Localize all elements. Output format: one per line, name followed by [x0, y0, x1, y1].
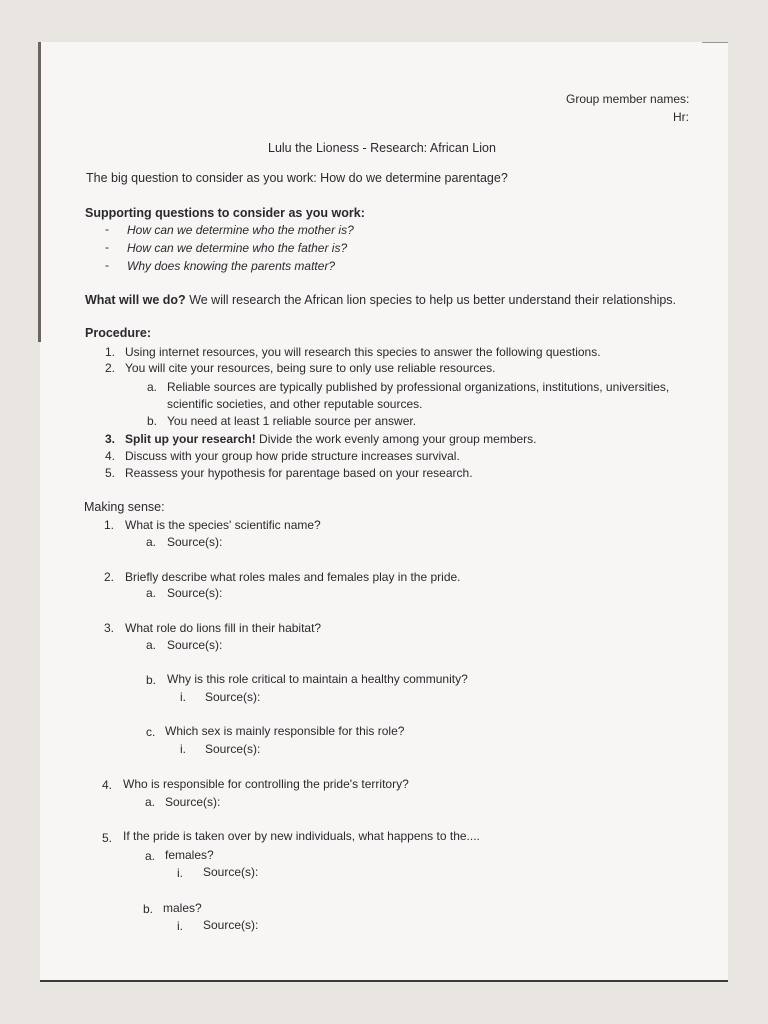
page-title: Lulu the Lioness - Research: African Lion	[268, 141, 496, 155]
question-number: 1.	[104, 518, 115, 532]
answer-letter: a.	[146, 586, 157, 600]
big-question	[86, 171, 508, 186]
bullet-dash: -	[105, 240, 109, 254]
procedure-substep-text: You need at least 1 reliable source per answer.	[167, 414, 417, 428]
procedure-step-emphasis: Split up your research!	[125, 432, 256, 446]
procedure-step-number: 5.	[105, 466, 116, 480]
procedure-step-text: Discuss with your group how pride structure increases survival.	[125, 449, 460, 463]
procedure-label: Procedure:	[85, 326, 151, 340]
source-label: Source(s):	[203, 865, 259, 879]
supporting-questions-label: Supporting questions to consider as you work:	[85, 206, 365, 220]
supporting-question-item: How can we determine who the mother is?	[127, 223, 354, 237]
procedure-step-text: Using internet resources, you will research this species to answer the following questions.	[125, 345, 601, 359]
procedure-step-number: 2.	[105, 361, 116, 375]
answer-letter: a.	[145, 849, 156, 863]
question-text: Who is responsible for controlling the pride's territory?	[123, 777, 409, 791]
question-text: If the pride is taken over by new individuals, what happens to the....	[123, 829, 480, 843]
procedure-step-number: 3.	[105, 432, 116, 446]
answer-letter: b.	[146, 673, 157, 687]
source-label: Source(s):	[203, 918, 259, 932]
procedure-substep-text: Reliable sources are typically published by professional organizations, institutions, universities,	[167, 380, 670, 394]
answer-letter: c.	[146, 725, 156, 739]
source-label: Source(s):	[167, 638, 223, 652]
roman-numeral: i.	[177, 866, 183, 880]
procedure-step-number: 1.	[105, 345, 116, 359]
making-sense-label: Making sense:	[84, 500, 165, 514]
procedure-substep-letter: b.	[147, 414, 158, 428]
roman-numeral: i.	[177, 919, 183, 933]
question-number: 5.	[102, 831, 113, 845]
supporting-question-item: How can we determine who the father is?	[127, 241, 348, 255]
what-will-we-do-text: We will research the African lion species to help us better understand their relationships.	[189, 293, 677, 307]
procedure-step-text	[125, 432, 537, 447]
procedure-step-text: Reassess your hypothesis for parentage based on your research.	[125, 466, 473, 480]
source-label: Source(s):	[165, 795, 221, 809]
source-label: Source(s):	[167, 586, 223, 600]
roman-numeral: i.	[180, 742, 186, 756]
big-question-label: The big question to consider as you work:	[86, 171, 317, 185]
bullet-dash: -	[105, 222, 109, 236]
answer-letter: b.	[143, 902, 154, 916]
procedure-step-text: You will cite your resources, being sure to only use reliable resources.	[125, 361, 496, 375]
question-text: What is the species' scientific name?	[125, 518, 321, 532]
big-question-text: How do we determine parentage?	[320, 171, 508, 185]
question-text: Briefly describe what roles males and females play in the pride.	[125, 570, 461, 584]
question-number: 4.	[102, 778, 113, 792]
procedure-step-remainder: Divide the work evenly among your group members.	[259, 432, 537, 446]
what-will-we-do-label: What will we do?	[85, 293, 186, 307]
source-label: Source(s):	[205, 690, 261, 704]
subquestion-text: Why is this role critical to maintain a healthy community?	[167, 672, 468, 686]
bullet-dash: -	[105, 258, 109, 272]
subquestion-text: males?	[163, 901, 202, 915]
source-label: Source(s):	[167, 535, 223, 549]
page-bottom-edge	[40, 980, 728, 982]
source-label: Source(s):	[205, 742, 261, 756]
subquestion-text: females?	[165, 848, 214, 862]
question-text: What role do lions fill in their habitat?	[125, 621, 322, 635]
page-edge-mark	[702, 42, 728, 43]
hr-label: Hr:	[673, 110, 689, 124]
procedure-substep-text: scientific societies, and other reputable sources.	[167, 397, 423, 411]
procedure-substep-letter: a.	[147, 380, 158, 394]
answer-letter: a.	[146, 638, 157, 652]
question-number: 2.	[104, 570, 115, 584]
answer-letter: a.	[146, 535, 157, 549]
supporting-question-item: Why does knowing the parents matter?	[127, 259, 336, 273]
what-will-we-do	[85, 293, 676, 308]
answer-letter: a.	[145, 795, 156, 809]
question-number: 3.	[104, 621, 115, 635]
procedure-step-number: 4.	[105, 449, 116, 463]
group-member-names-label: Group member names:	[566, 92, 690, 106]
roman-numeral: i.	[180, 690, 186, 704]
subquestion-text: Which sex is mainly responsible for this role?	[165, 724, 405, 738]
